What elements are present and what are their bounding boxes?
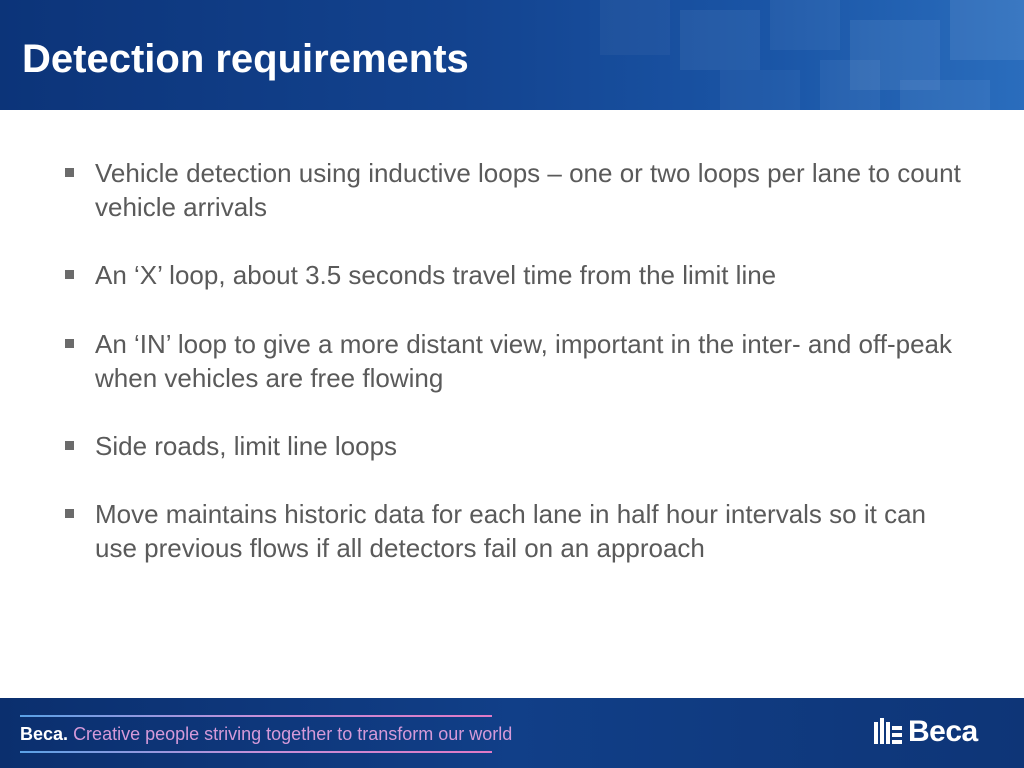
beca-wordmark: Beca (908, 715, 978, 748)
footer-slogan: Creative people striving together to transform our world (73, 724, 513, 744)
bullet-item (95, 497, 975, 565)
bullet-text: Vehicle detection using inductive loops – one or two loops per lane to count vehicle arrivals (95, 158, 961, 222)
square-bullet-icon (65, 441, 74, 450)
bullet-item (95, 258, 975, 292)
bullet-item (95, 429, 975, 463)
bullet-item (95, 156, 975, 224)
footer-brand: Beca. (20, 724, 69, 744)
bullet-text: Side roads, limit line loops (95, 431, 398, 461)
bullet-text: An ‘IN’ loop to give a more distant view, important in the inter- and off-peak when vehicles are free flowing (95, 329, 953, 393)
bullet-text: Move maintains historic data for each lane in half hour intervals so it can use previous flows if all detectors fail on an approach (95, 499, 926, 563)
beca-logo (874, 716, 978, 748)
square-bullet-icon (65, 509, 74, 518)
footer-divider (20, 715, 492, 717)
square-bullet-icon (65, 270, 74, 279)
slide-title: Detection requirements (22, 37, 469, 81)
footer-divider (20, 751, 492, 753)
square-bullet-icon (65, 339, 74, 348)
footer-tagline (20, 723, 512, 745)
slide-footer (0, 698, 1024, 768)
bullet-text: An ‘X’ loop, about 3.5 seconds travel time from the limit line (95, 260, 777, 290)
beca-logo-mark-icon (874, 718, 904, 746)
bullet-item (95, 327, 975, 395)
square-bullet-icon (65, 168, 74, 177)
